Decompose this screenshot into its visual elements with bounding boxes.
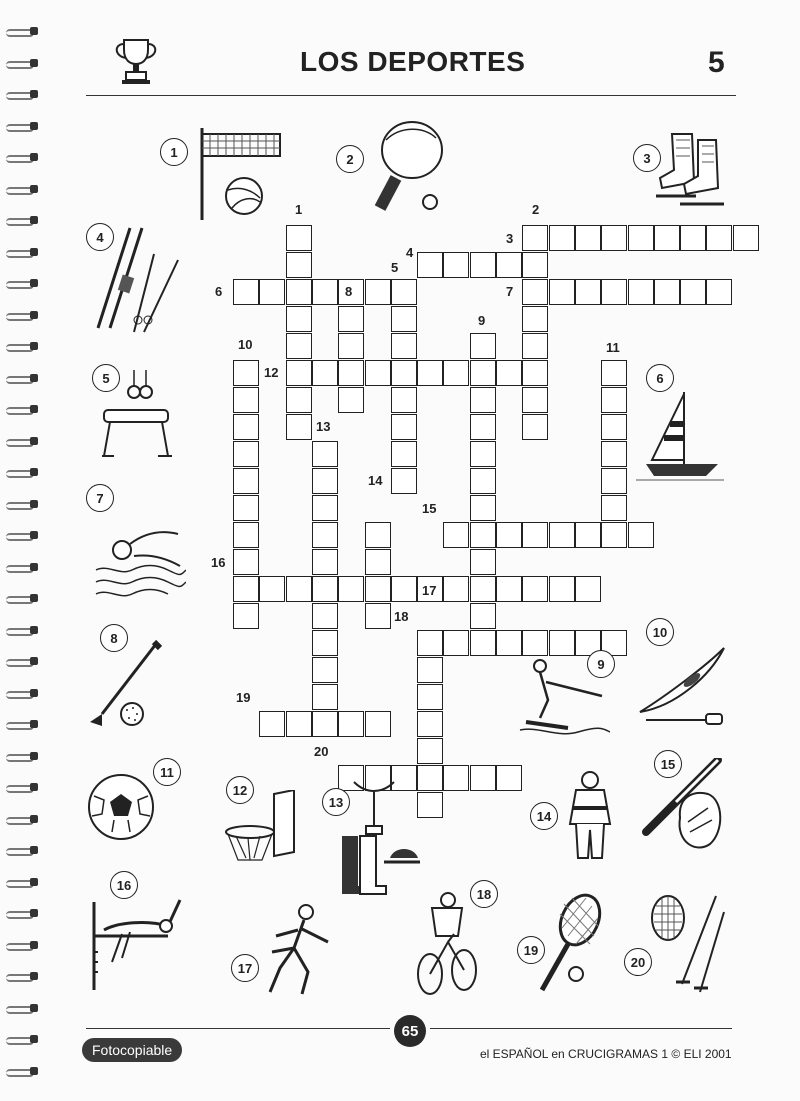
crossword-cell[interactable]: [365, 576, 391, 602]
page-number-badge: 65: [394, 1015, 426, 1047]
crossword-cell[interactable]: [522, 225, 548, 251]
crossword-cell[interactable]: [233, 495, 259, 521]
picture-number: 5: [92, 364, 120, 392]
spiral-coil: [6, 814, 36, 824]
spiral-coil: [6, 593, 36, 603]
riding-gear-icon: [336, 778, 426, 898]
crossword-cell[interactable]: [601, 279, 627, 305]
crossword-cell[interactable]: [338, 306, 364, 332]
crossword-cell[interactable]: [338, 333, 364, 359]
crossword-cell[interactable]: [259, 279, 285, 305]
crossword-cell[interactable]: [417, 738, 443, 764]
crossword-cell[interactable]: [496, 360, 522, 386]
picture-number: 13: [322, 788, 350, 816]
page-title: LOS DEPORTES: [300, 46, 526, 77]
crossword-cell[interactable]: [417, 657, 443, 683]
fencing-gear-icon: [648, 892, 728, 998]
crossword-cell[interactable]: [522, 252, 548, 278]
picture-number: 15: [654, 750, 682, 778]
trophy-icon: [110, 36, 162, 86]
crossword-cell[interactable]: [391, 576, 417, 602]
crossword-cell[interactable]: [443, 522, 469, 548]
crossword-cell[interactable]: [233, 360, 259, 386]
crossword-cell[interactable]: [365, 603, 391, 629]
spiral-coil: [6, 341, 36, 351]
spiral-coil: [6, 152, 36, 162]
crossword-cell[interactable]: [549, 279, 575, 305]
volleyball-net-icon: [196, 126, 286, 222]
spiral-binding: [0, 0, 44, 1101]
crossword-cell[interactable]: [391, 387, 417, 413]
picture-number: 16: [110, 871, 138, 899]
spiral-coil: [6, 562, 36, 572]
crossword-cell[interactable]: [233, 603, 259, 629]
crossword-cell[interactable]: [391, 468, 417, 494]
crossword-cell[interactable]: [233, 279, 259, 305]
crossword-cell[interactable]: [496, 252, 522, 278]
header-rule: [86, 95, 736, 96]
crossword-cell[interactable]: [365, 279, 391, 305]
crossword-cell[interactable]: [338, 711, 364, 737]
exercise-number: 5: [708, 46, 725, 79]
spiral-coil: [6, 26, 36, 36]
crossword-cell[interactable]: [417, 252, 443, 278]
soccer-ball-icon: [86, 772, 156, 842]
crossword-cell[interactable]: [522, 306, 548, 332]
spiral-coil: [6, 625, 36, 635]
spiral-coil: [6, 373, 36, 383]
clue-number: 10: [238, 337, 253, 352]
crossword-cell[interactable]: [286, 711, 312, 737]
crossword-cell[interactable]: [312, 441, 338, 467]
crossword-cell[interactable]: [338, 360, 364, 386]
footer-rule-left: [86, 1028, 390, 1029]
canoe-icon: [636, 646, 728, 730]
photocopiable-badge: Fotocopiable: [82, 1038, 182, 1062]
crossword-cell[interactable]: [391, 441, 417, 467]
crossword-cell[interactable]: [470, 495, 496, 521]
spiral-coil: [6, 1003, 36, 1013]
judoka-icon: [562, 770, 618, 864]
crossword-cell[interactable]: [575, 225, 601, 251]
clue-number: 5: [391, 260, 399, 275]
basketball-hoop-icon: [220, 790, 298, 864]
crossword-cell[interactable]: [628, 279, 654, 305]
spiral-coil: [6, 751, 36, 761]
clue-number: 4: [406, 245, 414, 260]
spiral-coil: [6, 782, 36, 792]
crossword-cell[interactable]: [601, 387, 627, 413]
spiral-coil: [6, 467, 36, 477]
crossword-cell[interactable]: [601, 468, 627, 494]
picture-number: 8: [100, 624, 128, 652]
crossword-cell[interactable]: [286, 279, 312, 305]
crossword-cell[interactable]: [417, 684, 443, 710]
crossword-cell[interactable]: [233, 387, 259, 413]
ice-skates-icon: [652, 126, 732, 218]
swimmer-icon: [94, 510, 186, 602]
crossword-cell[interactable]: [575, 279, 601, 305]
crossword-cell[interactable]: [233, 522, 259, 548]
crossword-cell[interactable]: [470, 522, 496, 548]
crossword-cell[interactable]: [312, 657, 338, 683]
spiral-coil: [6, 719, 36, 729]
crossword-cell[interactable]: [575, 576, 601, 602]
crossword-cell[interactable]: [312, 279, 338, 305]
crossword-cell[interactable]: [470, 252, 496, 278]
crossword-cell[interactable]: [312, 495, 338, 521]
spiral-coil: [6, 499, 36, 509]
crossword-cell[interactable]: [312, 603, 338, 629]
sailboat-icon: [634, 384, 726, 484]
picture-number: 14: [530, 802, 558, 830]
picture-number: 12: [226, 776, 254, 804]
crossword-cell[interactable]: [601, 360, 627, 386]
spiral-coil: [6, 688, 36, 698]
spiral-coil: [6, 908, 36, 918]
book-credit: el ESPAÑOL en CRUCIGRAMAS 1 © ELI 2001: [480, 1047, 732, 1061]
crossword-cell[interactable]: [312, 360, 338, 386]
crossword-cell[interactable]: [549, 576, 575, 602]
spiral-coil: [6, 436, 36, 446]
crossword-cell[interactable]: [417, 711, 443, 737]
crossword-cell[interactable]: [312, 576, 338, 602]
spiral-coil: [6, 845, 36, 855]
clue-number: 17: [422, 583, 437, 598]
crossword-cell[interactable]: [496, 765, 522, 791]
crossword-cell[interactable]: [443, 576, 469, 602]
clue-number: 9: [478, 313, 486, 328]
picture-number: 3: [633, 144, 661, 172]
crossword-cell[interactable]: [259, 711, 285, 737]
crossword-cell[interactable]: [443, 360, 469, 386]
crossword-cell[interactable]: [470, 441, 496, 467]
crossword-cell[interactable]: [522, 576, 548, 602]
picture-number: 6: [646, 364, 674, 392]
crossword-cell[interactable]: [391, 333, 417, 359]
crossword-cell[interactable]: [338, 387, 364, 413]
crossword-cell[interactable]: [601, 441, 627, 467]
crossword-cell[interactable]: [601, 414, 627, 440]
spiral-coil: [6, 971, 36, 981]
crossword-cell[interactable]: [549, 522, 575, 548]
golf-club-icon: [84, 640, 164, 730]
footer-rule-right: [430, 1028, 732, 1029]
clue-number: 19: [236, 690, 251, 705]
crossword-cell[interactable]: [522, 522, 548, 548]
water-skier-icon: [518, 656, 610, 740]
crossword-cell[interactable]: [522, 387, 548, 413]
spiral-coil: [6, 215, 36, 225]
picture-number: 7: [86, 484, 114, 512]
crossword-cell[interactable]: [233, 549, 259, 575]
picture-number: 18: [470, 880, 498, 908]
crossword-cell[interactable]: [338, 576, 364, 602]
picture-number: 19: [517, 936, 545, 964]
crossword-cell[interactable]: [365, 360, 391, 386]
crossword-cell[interactable]: [365, 522, 391, 548]
clue-number: 6: [215, 284, 223, 299]
crossword-cell[interactable]: [470, 468, 496, 494]
picture-number: 10: [646, 618, 674, 646]
crossword-cell[interactable]: [286, 360, 312, 386]
crossword-cell[interactable]: [233, 468, 259, 494]
crossword-cell[interactable]: [601, 225, 627, 251]
crossword-cell[interactable]: [312, 549, 338, 575]
crossword-cell[interactable]: [470, 333, 496, 359]
crossword-cell[interactable]: [286, 225, 312, 251]
spiral-coil: [6, 877, 36, 887]
crossword-cell[interactable]: [470, 414, 496, 440]
clue-number: 14: [368, 473, 383, 488]
clue-number: 11: [606, 340, 620, 355]
crossword-cell[interactable]: [312, 522, 338, 548]
crossword-cell[interactable]: [417, 630, 443, 656]
high-jumper-icon: [88, 892, 184, 992]
crossword-cell[interactable]: [706, 279, 732, 305]
crossword-cell[interactable]: [391, 306, 417, 332]
baseball-bat-glove-icon: [636, 758, 728, 858]
crossword-cell[interactable]: [496, 522, 522, 548]
spiral-coil: [6, 656, 36, 666]
crossword-cell[interactable]: [233, 576, 259, 602]
crossword-cell[interactable]: [391, 360, 417, 386]
crossword-cell[interactable]: [733, 225, 759, 251]
picture-number: 4: [86, 223, 114, 251]
crossword-cell[interactable]: [286, 252, 312, 278]
crossword-cell[interactable]: [443, 252, 469, 278]
spiral-coil: [6, 1034, 36, 1044]
spiral-coil: [6, 1066, 36, 1076]
crossword-cell[interactable]: [496, 576, 522, 602]
crossword-cell[interactable]: [233, 414, 259, 440]
picture-number: 17: [231, 954, 259, 982]
crossword-cell[interactable]: [312, 630, 338, 656]
crossword-cell[interactable]: [628, 225, 654, 251]
spiral-coil: [6, 940, 36, 950]
crossword-cell[interactable]: [628, 522, 654, 548]
crossword-cell[interactable]: [470, 387, 496, 413]
crossword-cell[interactable]: [365, 549, 391, 575]
picture-number: 1: [160, 138, 188, 166]
crossword-cell[interactable]: [443, 765, 469, 791]
skis-icon: [94, 224, 186, 336]
crossword-cell[interactable]: [312, 684, 338, 710]
crossword-cell[interactable]: [470, 549, 496, 575]
crossword-cell[interactable]: [259, 576, 285, 602]
crossword-cell[interactable]: [706, 225, 732, 251]
crossword-cell[interactable]: [286, 387, 312, 413]
crossword-cell[interactable]: [470, 603, 496, 629]
crossword-cell[interactable]: [312, 468, 338, 494]
crossword-cell[interactable]: [522, 630, 548, 656]
spiral-coil: [6, 121, 36, 131]
gymnastics-rings-icon: [94, 370, 174, 460]
crossword-cell[interactable]: [470, 630, 496, 656]
picture-number: 9: [587, 650, 615, 678]
crossword-cell[interactable]: [575, 522, 601, 548]
runner-icon: [258, 902, 338, 998]
crossword-cell[interactable]: [470, 360, 496, 386]
crossword-cell[interactable]: [680, 279, 706, 305]
crossword-cell[interactable]: [286, 414, 312, 440]
crossword-cell[interactable]: [286, 576, 312, 602]
clue-number: 15: [422, 501, 437, 516]
crossword-cell[interactable]: [443, 630, 469, 656]
crossword-cell[interactable]: [286, 306, 312, 332]
spiral-coil: [6, 530, 36, 540]
crossword-cell[interactable]: [312, 711, 338, 737]
crossword-cell[interactable]: [286, 333, 312, 359]
clue-number: 7: [506, 284, 514, 299]
crossword-cell[interactable]: [601, 522, 627, 548]
crossword-cell[interactable]: [522, 333, 548, 359]
crossword-cell[interactable]: [233, 441, 259, 467]
crossword-cell[interactable]: [417, 360, 443, 386]
crossword-cell[interactable]: [654, 225, 680, 251]
clue-number: 13: [316, 419, 331, 434]
clue-number: 2: [532, 202, 540, 217]
crossword-cell[interactable]: [496, 630, 522, 656]
crossword-cell[interactable]: [470, 576, 496, 602]
crossword-cell[interactable]: [654, 279, 680, 305]
cyclist-icon: [414, 890, 480, 996]
spiral-coil: [6, 247, 36, 257]
crossword-cell[interactable]: [522, 279, 548, 305]
clue-number: 20: [314, 744, 329, 759]
clue-number: 12: [264, 365, 279, 380]
clue-number: 1: [295, 202, 303, 217]
tennis-racket-icon: [534, 892, 604, 994]
clue-number: 18: [394, 609, 409, 624]
crossword-cell[interactable]: [365, 711, 391, 737]
crossword-cell[interactable]: [522, 360, 548, 386]
crossword-cell[interactable]: [601, 495, 627, 521]
crossword-cell[interactable]: [470, 765, 496, 791]
clue-number: 16: [211, 555, 226, 570]
spiral-coil: [6, 404, 36, 414]
clue-number: 8: [345, 284, 353, 299]
spiral-coil: [6, 58, 36, 68]
spiral-coil: [6, 89, 36, 99]
picture-number: 2: [336, 145, 364, 173]
ping-pong-paddle-icon: [370, 116, 450, 216]
spiral-coil: [6, 184, 36, 194]
picture-number: 11: [153, 758, 181, 786]
spiral-coil: [6, 278, 36, 288]
crossword-cell[interactable]: [549, 225, 575, 251]
crossword-cell[interactable]: [391, 279, 417, 305]
crossword-cell[interactable]: [680, 225, 706, 251]
picture-number: 20: [624, 948, 652, 976]
crossword-cell[interactable]: [391, 414, 417, 440]
clue-number: 3: [506, 231, 514, 246]
crossword-cell[interactable]: [522, 414, 548, 440]
spiral-coil: [6, 310, 36, 320]
crossword-cell[interactable]: [549, 630, 575, 656]
